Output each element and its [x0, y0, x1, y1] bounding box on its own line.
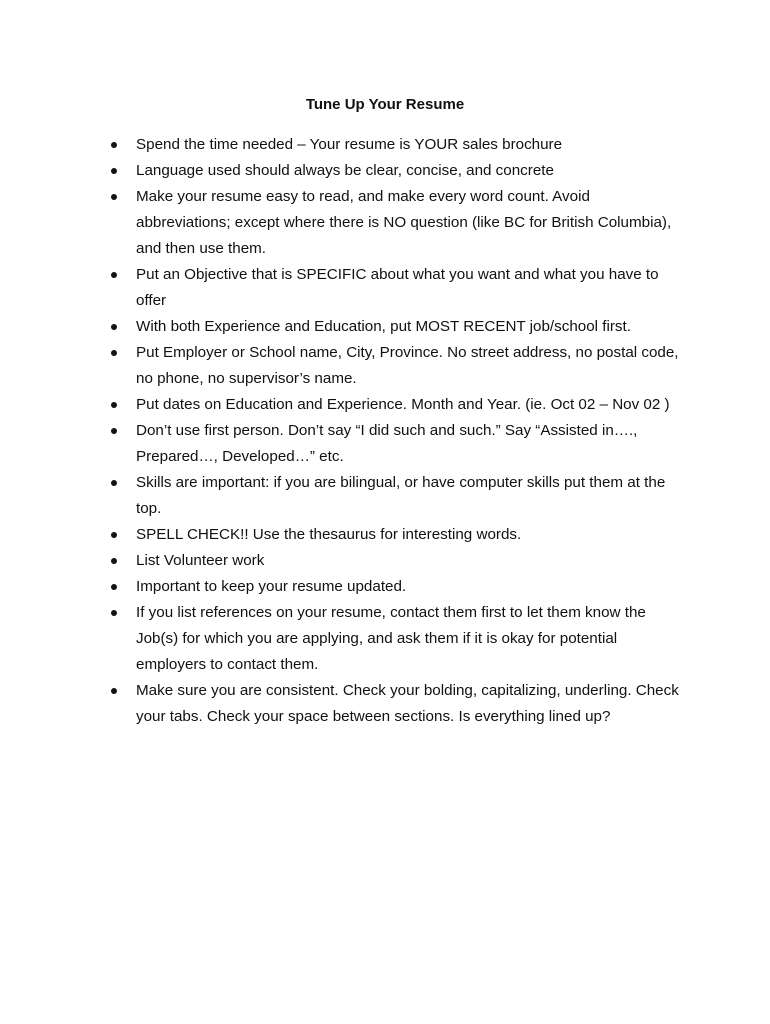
bullet-icon	[111, 402, 117, 408]
list-item-text: If you list references on your resume, contact them first to let them know the Job(s) for which you are applying, and ask them if it is okay for potential employers to contact them.	[136, 604, 646, 673]
bullet-icon	[111, 558, 117, 564]
list-item	[108, 392, 688, 418]
list-item	[108, 340, 688, 392]
list-item-text: With both Experience and Education, put MOST RECENT job/school first.	[136, 318, 631, 335]
list-item-text: SPELL CHECK!! Use the thesaurus for interesting words.	[136, 526, 522, 543]
list-item	[108, 522, 688, 548]
list-item-text: Skills are important: if you are bilingual, or have computer skills put them at the top.	[136, 474, 666, 517]
list-item	[108, 548, 688, 574]
list-item-text: Put dates on Education and Experience. Month and Year. (ie. Oct 02 – Nov 02 )	[136, 396, 670, 413]
list-item-text: Put an Objective that is SPECIFIC about what you want and what you have to offer	[136, 266, 659, 309]
list-item	[108, 600, 688, 678]
bullet-icon	[111, 480, 117, 486]
list-item	[108, 262, 688, 314]
bullet-icon	[111, 142, 117, 148]
list-item-text: List Volunteer work	[136, 552, 265, 569]
list-item	[108, 574, 688, 600]
list-item-text: Make sure you are consistent. Check your bolding, capitalizing, underling. Check your tabs. Check your space between sections. Is everything lined up?	[136, 682, 679, 725]
list-item	[108, 470, 688, 522]
list-item	[108, 314, 688, 340]
tips-list	[108, 132, 688, 730]
list-item-text: Language used should always be clear, concise, and concrete	[136, 162, 554, 179]
bullet-icon	[111, 532, 117, 538]
list-item	[108, 132, 688, 158]
list-item	[108, 418, 688, 470]
document-title: Tune Up Your Resume	[305, 96, 465, 113]
bullet-icon	[111, 584, 117, 590]
list-item-text: Don’t use first person. Don’t say “I did such and such.” Say “Assisted in…., Prepared…, Developed…” etc.	[136, 422, 638, 465]
bullet-icon	[111, 324, 117, 330]
bullet-icon	[111, 168, 117, 174]
list-item	[108, 158, 688, 184]
bullet-icon	[111, 428, 117, 434]
list-item	[108, 184, 688, 262]
bullet-icon	[111, 350, 117, 356]
bullet-icon	[111, 610, 117, 616]
list-item-text: Put Employer or School name, City, Province. No street address, no postal code, no phone, no supervisor’s name.	[136, 344, 679, 387]
list-item-text: Important to keep your resume updated.	[136, 578, 407, 595]
bullet-icon	[111, 272, 117, 278]
list-item-text: Spend the time needed – Your resume is YOUR sales brochure	[136, 136, 563, 153]
bullet-icon	[111, 688, 117, 694]
list-item	[108, 678, 688, 730]
bullet-icon	[111, 194, 117, 200]
list-item-text: Make your resume easy to read, and make every word count. Avoid abbreviations; except where there is NO question (like BC for British Columbia), and then use them.	[136, 188, 672, 257]
